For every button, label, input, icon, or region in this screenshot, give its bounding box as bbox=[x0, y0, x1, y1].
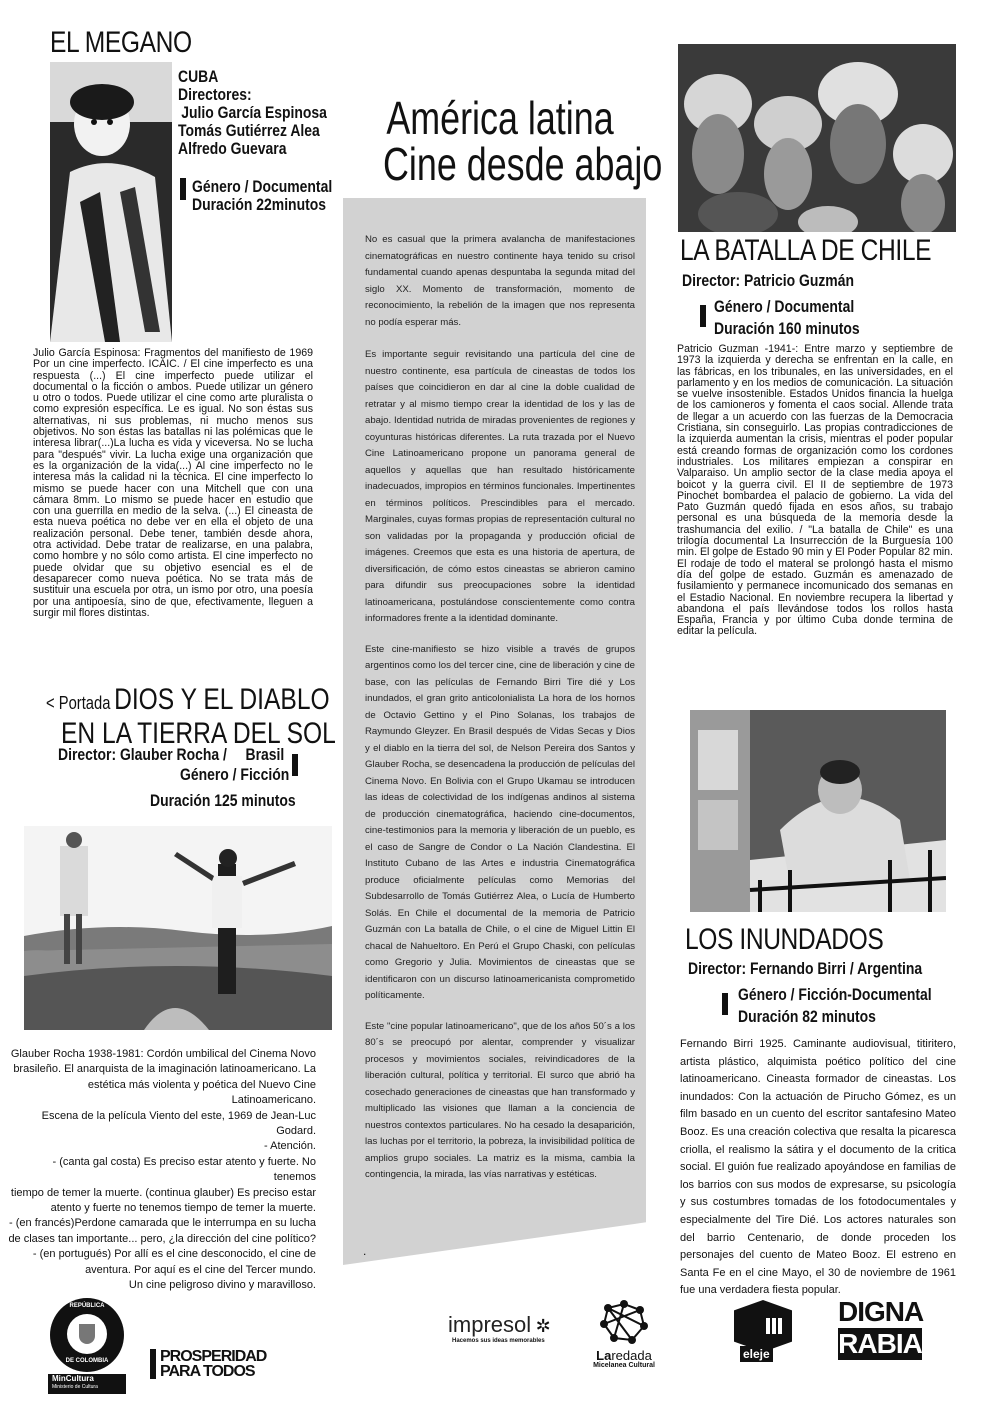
digna-line: DIGNA bbox=[838, 1296, 924, 1327]
dios-duration: Duración 125 minutos bbox=[150, 791, 296, 810]
dios-title-line-2: EN LA TIERRA DEL SOL bbox=[61, 717, 336, 750]
megano-text: Julio García Espinosa: Fragmentos del manifiesto de 1969 Por un cine imperfecto. ICAIC. / El cine imperfecto es una respuesta (...) El cine imperfecto puede utilizar el documental o la ficción o ambos. Puede utilizar un género u otro o todos. Puede utilizar el cine como arte pluralista o como expresión específica. Le es igual. No son éstas sus alternativas, ni sus problemas, ni mucho menos sus objetivos. No son éstas las batallas ni las polémicas que le interesa librar(...)La lucha es vida y viceversa. No se lucha para "después" vivir. La lucha exige una organización que es la organización de la vida(...) Al cine imperfecto no le interesa más la calidad ni la técnica. El cine imperfecto lo mismo se puede hacer con una Mitchell que con una cámara 8mm. Lo mismo se puede hacer en estudio que con una guerrilla en medio de la selva. (...) El cineasta de esta nueva poética no debe ver en ella el objeto de una realización personal. Debe tener, también desde ahora, otra actividad. Debe tratar de realizarse, en una palabra, como hombre y no sólo como artista. El cine imperfecto no puede olvidar que su objetivo esencial es el de desaparecer como nueva poética. No se trata más de sustituir una escuela por otra, un ismo por otro, una poesía por una antipoesía, sino de que, efectivamente, lleguen a surgir mil flores distintas. bbox=[33, 347, 313, 619]
center-paragraph-2: Es importante seguir revisitando una partícula del cine de nuestro continente, esa partícula de cineastas de todos los países que coincidieron en dar al cine la doble cualidad de retratar y al mismo tiempo crear la identidad de los y las de abajo. Identidad nutrida de miradas provenientes de regiones y coyunturas históricas diferentes. La ruta trazada por el Nuevo Cine Latinoamericano propone un panorama general de aquellos y aquellas que han resultado históricamente inadecuados, impropios en términos funcionales. Impertinentes en términos políticos. Prescindibles para el mercado. Marginales, cuyas formas propias de representación cultural no son validadas por la propaganda y producción oficial de imágenes. Creemos que esta es una historia de apertura, de diversificación, de cómo estos cineastas se abrieron camino para difundir sus preocupaciones sobre la identidad latinoamericana, postulándose conscientemente como contra informadores frente a la identidad dominante. bbox=[365, 349, 635, 624]
inundados-text: Fernando Birri 1925. Caminante audiovisual, titiritero, artista plástico, alquimista poético político del cine latinoamericano. Cineasta formador de cineastas. Los inundados: Con la actuación de Pirucho Gómez, es un film basado en un cuento del escritor santafesino Mateo Booz. Es una creación colectiva que resalta la picaresca criolla, el realismo la sátira y el documento de la critica social. El guión fue realizado apoyándose en familias de los barrios con sus modos de expresarse, su psicología y sus costumbres tomadas de los fotodocumentales y especialmente del Tire Dié. Los actores naturales son del barrio Centenario, de donde proceden los personajes del cuento de Mateo Booz. El estreno en Santa Fe en el cine Mayo, el 30 de noviembre de 1961 fue una verdadera fiesta popular. bbox=[680, 1038, 956, 1297]
inundados-genre-block bbox=[738, 984, 932, 1028]
page-title-line-2: Cine desde abajo bbox=[383, 138, 663, 190]
dios-prefix: < Portada bbox=[46, 693, 111, 713]
megano-directors-label: Directores: bbox=[178, 85, 252, 104]
mincultura-logo bbox=[48, 1298, 126, 1394]
dios-text bbox=[8, 1047, 316, 1294]
megano-director-1: Julio García Espinosa bbox=[181, 103, 327, 122]
center-article bbox=[365, 232, 635, 1184]
dios-country: Brasil bbox=[245, 745, 285, 764]
dios-text-line: - (canta gal costa) Es preciso estar atento y fuerte. No tenemos bbox=[52, 1155, 316, 1184]
megano-director-3: Alfredo Guevara bbox=[178, 139, 287, 158]
dios-text-line: - Atención. bbox=[264, 1140, 316, 1153]
page-title bbox=[350, 92, 663, 190]
center-paragraph-1: No es casual que la primera avalancha de manifestaciones cinematográficas en nuestro continente haya tenido su crisol fundamental cuando apenas despuntaba la segunda mitad del siglo XX. Momento de transformación, momento de reconocimiento, la rebelión de la imagen que nos representa no podía esperar más. bbox=[365, 234, 635, 328]
chile-photo bbox=[678, 44, 956, 232]
megano-photo bbox=[50, 62, 172, 342]
impresol-tagline: Hacemos sus ideas memorables bbox=[452, 1338, 545, 1344]
chile-text: Patricio Guzman -1941-: Entre marzo y septiembre de 1973 la izquierda y derecha se enfrentan en la calle, en las fábricas, en los tribunales, en las universidades, en el parlamento y en los medios de comunicación. La situación se vuelve insostenible. Estados Unidos financia la huelga de los camioneros y fomenta el caos social. Allende trata de llegar a un acuerdo con las fuerzas de la Democracia Cristiana, sin conseguirlo. Las propias contradicciones de la izquierda aumentan la crisis, mientras el poder popular está creando formas de organización como los cordones industriales. Los militares empiezan a conspirar en Valparaiso. Un amplio sector de la clase media apoya el boicot y la guerra civil. El II de septiembre de 1973 Pinochet bombardea el palacio de gobierno. La vida del Pato Guzmán quedó fijada en esos años, su trabajo personal es una búsqueda de la memoria desde la trashumancia del exilio. / "La batalla de Chile" es una trilogía documental La Insurrección de la Burguesía 100 min. El golpe de Estado 90 min y El Poder Popular 82 min. El rodaje de todo el materal se prolongó hasta el mismo día del golpe de estado. Guzmán es amenazado de fusilamiento y permanece incomunicado dos semanas en el Estadio Nacional. En noviembre recupera la libertad y abandona el país llevándose todos los rollos hasta España, Francia y por último Cuba donde termina de editar la película. bbox=[677, 343, 953, 638]
dios-text-line: brasileño. El anarquista de la imaginación latinoamericano. La bbox=[13, 1063, 316, 1076]
inundados-title: LOS INUNDADOS bbox=[685, 923, 884, 956]
dios-text-line: de clases tan importante... pero, ¿la dirección del cine político? bbox=[8, 1232, 316, 1245]
dios-text-line: estética más violenta y poética del Nuevo Cine Latinoamericano. bbox=[87, 1078, 316, 1107]
dios-text-line: - (en portugués) Por allí es el cine desconocido, el cine de bbox=[32, 1248, 316, 1261]
center-paragraph-3: Este cine-manifiesto se hizo visible a través de grupos argentinos como los del tercer cine, cine de liberación y cine de base, con las películas de Fernando Birri Tire dié y Los inundados, el gran grito anticolonialista La hora de los hornos de Octavio Gettino y el Pino Solanas, los trabajos de Raymundo Gleyzer. En Brasil después de Vidas Secas y Dios y el diablo en la tierra del sol, de Nelson Pereira dos Santos y Glauber Rocha, se desencadena la producción de películas del Cinema Novo. En Bolivia con el Grupo Ukamau se introducen las ideas de colectividad de los indígenas andinos al sistema de producción cinematográfica, haciendo cine-documentos, cine-testimonios para la memoria y liberación de un pueblo, es el caso de Sangre de Condor o La Nación Clandestina. El Instituto Cubano de las Artes e industria Cinematográfica produce oficialmente películas como Memorias del Subdesarrollo de Tomás Gutiérrez Alea, o Lucía de Humberto Solás. En Chile el documental de la memoria de Patricio Guzmán con La batalla de Chile, o el cine de Miguel Littin El chacal de Nahueltoro. En Perú el Grupo Chaski, con películas como Gregorio y Julia. Movimientos de cineastas que se identificaron con un discurso latinoamericanista comprometido políticamente. bbox=[365, 643, 635, 1001]
laredada-name-1: La bbox=[596, 1348, 612, 1363]
dios-genre: Género / Ficción bbox=[180, 765, 290, 784]
center-dot: . bbox=[363, 1244, 367, 1258]
chile-director: Director: Patricio Guzmán bbox=[682, 271, 854, 290]
colombia-seal bbox=[50, 1298, 124, 1372]
impresol-logo bbox=[448, 1312, 558, 1344]
dios-director: Director: Glauber Rocha / bbox=[58, 745, 227, 764]
seal-top-text: REPÚBLICA bbox=[69, 1303, 105, 1309]
impresol-sun-icon: ✲ bbox=[535, 1316, 551, 1336]
network-icon bbox=[600, 1300, 648, 1344]
center-paragraph-4: Este "cine popular latinoamericano", que de los años 50´s a los 80´s se preocupó por alentar, comprender y visualizar procesos y movimientos sociales, reivindicadores de la liberación cultural, política y territorial. El surco que abrió ha cosechado generaciones de cineastas que han transformado y multiplicado las visiones que llaman a la conciencia de nuestros contextos particulares. No ha cesado la desaparición, las luchas por el territorio, la pobreza, la invisibilidad política de amplios grupo sociales. La matriz es la misma, cambia la contingencia, la mirada, las vías narrativas y estéticas. bbox=[365, 1020, 635, 1180]
dios-photo bbox=[24, 826, 332, 1030]
eleje-grid-icon bbox=[766, 1318, 782, 1334]
chile-genre: Género / Documental bbox=[714, 297, 855, 316]
megano-genre: Género / Documental bbox=[192, 177, 333, 196]
dios-text-line: Glauber Rocha 1938-1981: Cordón umbilical del Cinema Novo bbox=[10, 1048, 316, 1060]
chile-genre-block bbox=[714, 296, 860, 340]
laredada-subtitle: Micelanea Cultural bbox=[593, 1362, 655, 1369]
rabia-line: RABIA bbox=[838, 1328, 922, 1359]
megano-country: CUBA bbox=[178, 67, 219, 86]
laredada-name-2: redada bbox=[611, 1348, 652, 1363]
digna-rabia-logo bbox=[838, 1298, 922, 1360]
megano-duration: Duración 22minutos bbox=[192, 195, 327, 214]
dios-text-line: atento y fuerte no tenemos tiempo de temer la muerte. bbox=[50, 1202, 316, 1215]
dios-text-line: tiempo de temer la muerte. (continua glauber) Es preciso estar bbox=[10, 1186, 316, 1199]
dios-title-block bbox=[46, 683, 396, 751]
dios-text-line: - (en francés)Perdone camarada que le interrumpa en su lucha bbox=[9, 1217, 316, 1230]
megano-director-2: Tomás Gutiérrez Alea bbox=[178, 121, 320, 140]
laredada-logo bbox=[588, 1300, 660, 1369]
chile-marker-bar bbox=[700, 305, 706, 327]
impresol-name: impresol bbox=[448, 1312, 532, 1337]
mincultura-badge bbox=[48, 1374, 126, 1394]
chile-duration: Duración 160 minutos bbox=[714, 319, 860, 338]
inundados-director: Director: Fernando Birri / Argentina bbox=[688, 959, 923, 978]
megano-marker-bar bbox=[180, 178, 186, 200]
inundados-marker-bar bbox=[722, 993, 728, 1015]
megano-meta bbox=[178, 68, 327, 158]
inundados-duration: Duración 82 minutos bbox=[738, 1007, 876, 1026]
seal-bottom-text: DE COLOMBIA bbox=[65, 1358, 109, 1364]
prosperidad-line-2: PARA TODOS bbox=[160, 1363, 255, 1380]
dios-text-line: Un cine peligroso divino y maravilloso. bbox=[128, 1279, 316, 1292]
dios-meta bbox=[58, 744, 284, 766]
megano-title: EL MEGANO bbox=[50, 26, 192, 59]
prosperidad-bar bbox=[150, 1349, 156, 1379]
inundados-genre: Género / Ficción-Documental bbox=[738, 985, 932, 1004]
mincultura-sublabel: Ministerio de Cultura bbox=[52, 1384, 98, 1390]
dios-title-line-1: DIOS Y EL DIABLO bbox=[114, 683, 330, 716]
dios-text-line: aventura. Por aquí es el cine del Tercer mundo. bbox=[85, 1263, 316, 1276]
chile-title: LA BATALLA DE CHILE bbox=[680, 234, 932, 267]
coat-of-arms-icon bbox=[67, 1314, 107, 1354]
inundados-photo bbox=[690, 710, 946, 912]
dios-marker-bar bbox=[292, 754, 298, 776]
prosperidad-line-1: PROSPERIDAD bbox=[160, 1348, 267, 1365]
eleje-label: eleje bbox=[740, 1346, 773, 1362]
megano-genre-block bbox=[192, 178, 332, 214]
eleje-cube-icon bbox=[734, 1300, 792, 1352]
dios-text-line: Escena de la película Viento del este, 1969 de Jean-Luc Godard. bbox=[41, 1109, 316, 1138]
eleje-logo bbox=[728, 1300, 798, 1368]
page-title-line-1: América latina bbox=[386, 92, 614, 144]
mincultura-label: MinCultura bbox=[52, 1374, 94, 1383]
